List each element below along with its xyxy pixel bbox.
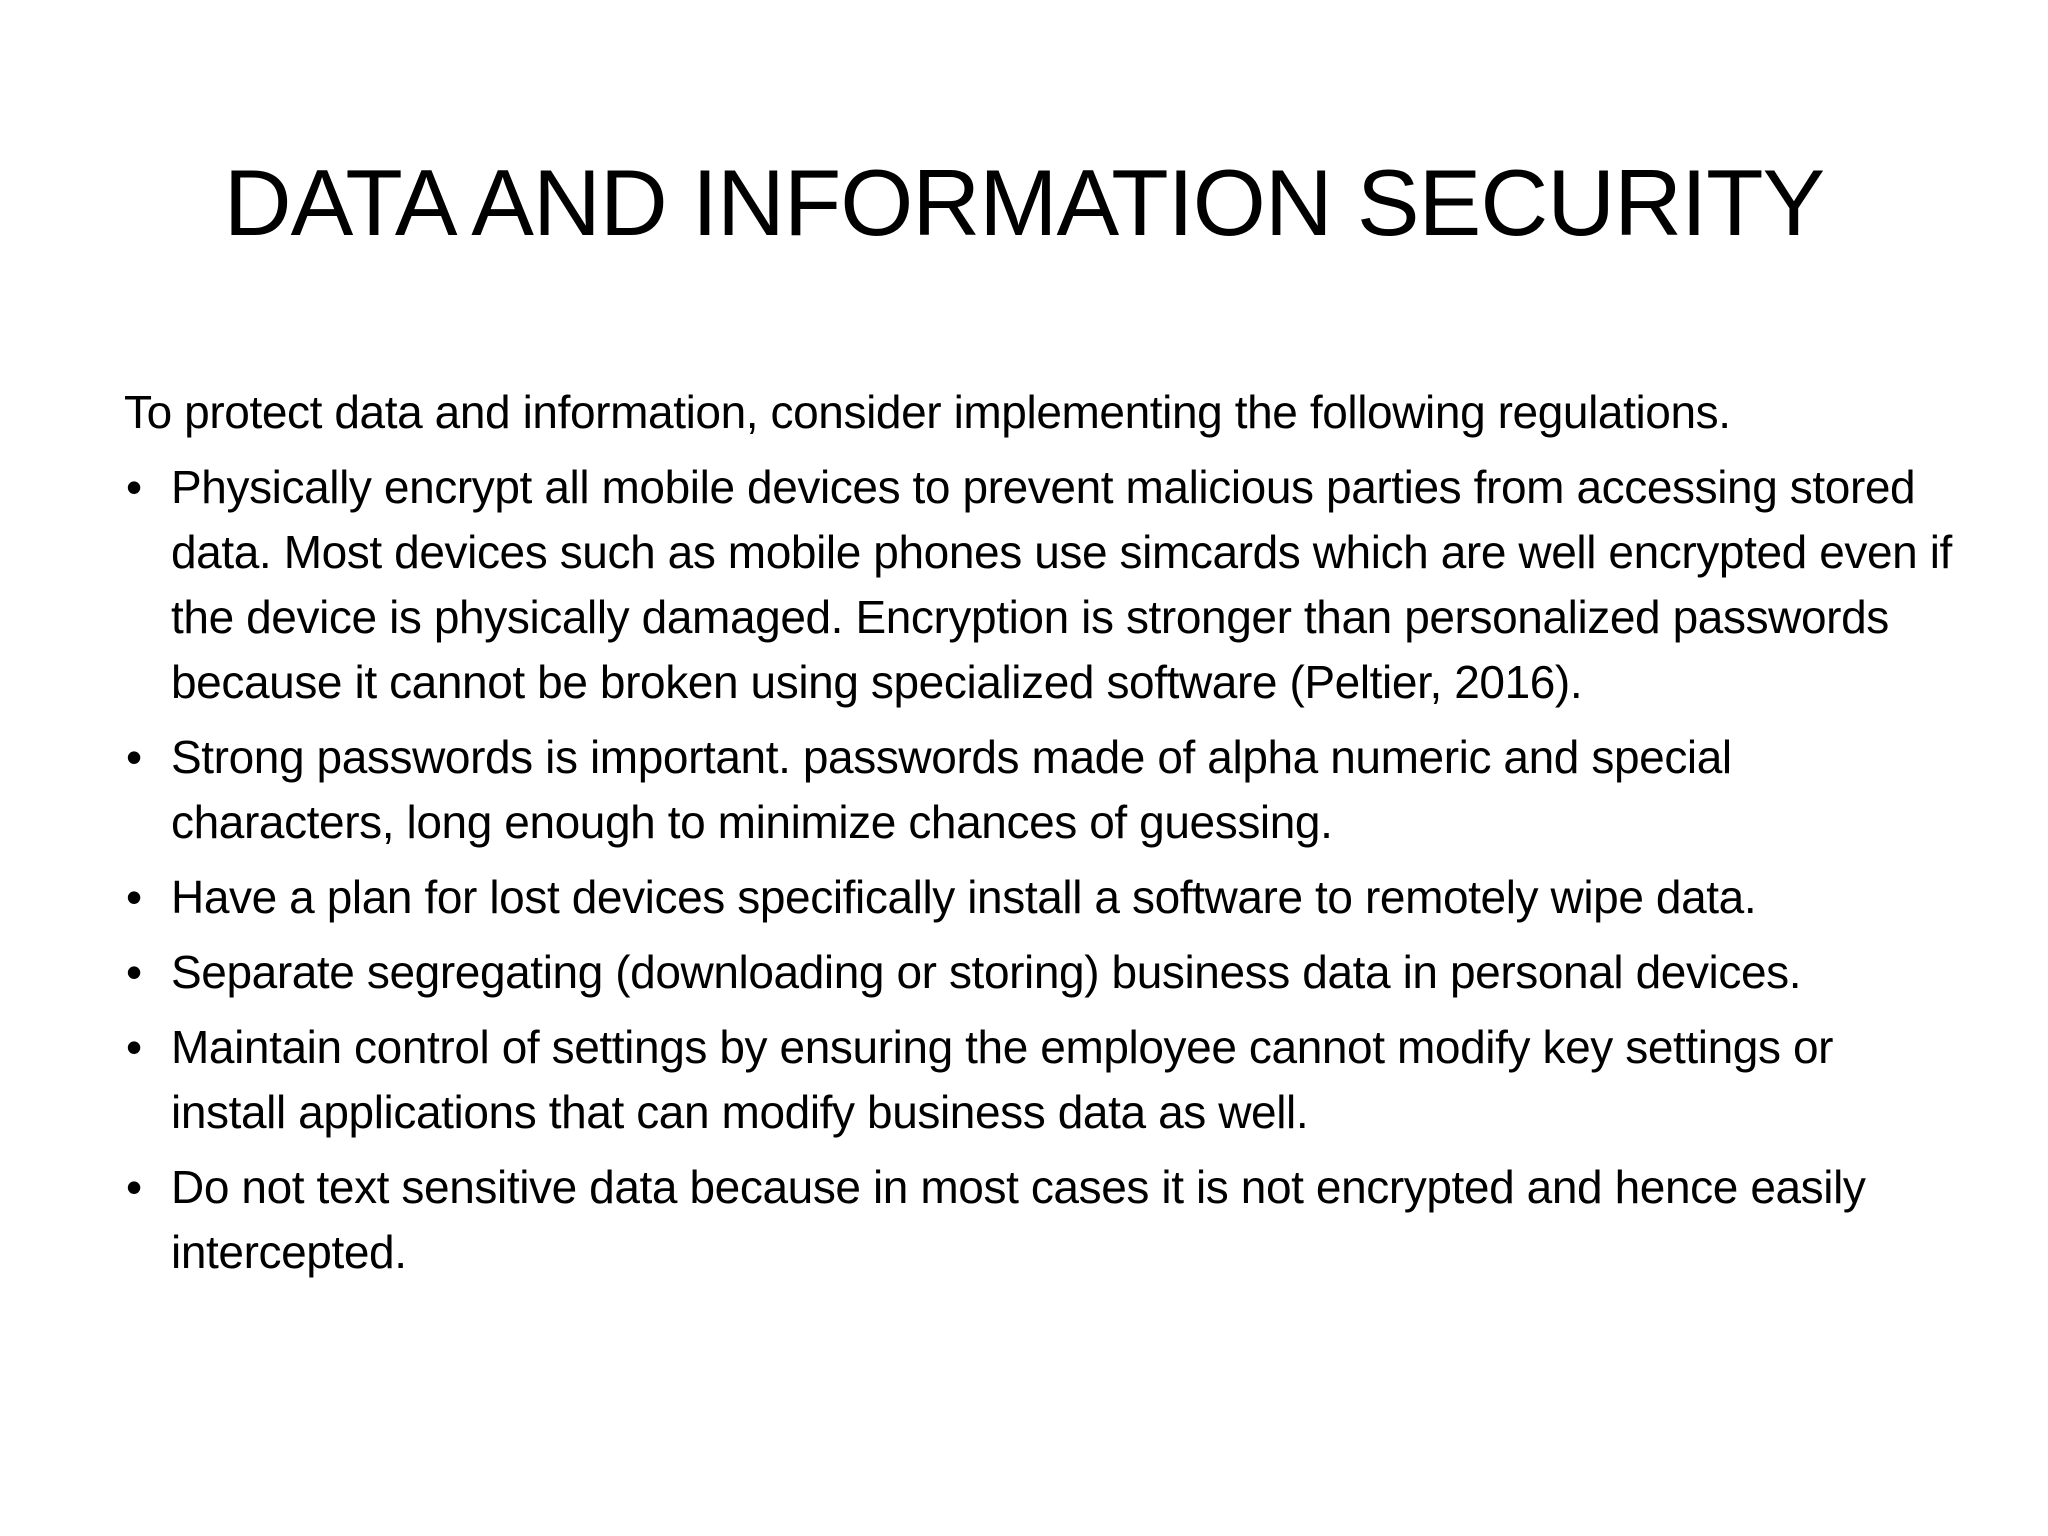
bullet-item bbox=[124, 940, 1954, 1005]
bullet-icon: • bbox=[126, 461, 142, 513]
bullet-icon: • bbox=[126, 871, 142, 923]
bullet-item bbox=[124, 1015, 1954, 1145]
bullet-item bbox=[124, 725, 1954, 855]
bullet-text: Maintain control of settings by ensuring the employee cannot modify key settings or install applications that can modify business data as well. bbox=[171, 1021, 1834, 1138]
bullet-item bbox=[124, 865, 1954, 930]
bullet-text: Do not text sensitive data because in most cases it is not encrypted and hence easily intercepted. bbox=[171, 1161, 1866, 1278]
bullet-text: Strong passwords is important. passwords made of alpha numeric and special characters, long enough to minimize chances of guessing. bbox=[171, 731, 1732, 848]
slide-body bbox=[124, 380, 1954, 1295]
bullet-item bbox=[124, 455, 1954, 715]
bullet-icon: • bbox=[126, 1021, 142, 1073]
bullet-text: Physically encrypt all mobile devices to prevent malicious parties from accessing stored data. Most devices such as mobile phones use simcards which are well encrypted even if the device is physically damaged. Encryption is stronger than personalized passwords because it cannot be broken using specialized software (Peltier, 2016). bbox=[171, 461, 1952, 708]
bullet-icon: • bbox=[126, 731, 142, 783]
bullet-icon: • bbox=[126, 1161, 142, 1213]
intro-paragraph: To protect data and information, consider implementing the following regulations. bbox=[124, 386, 1731, 438]
bullet-text: Separate segregating (downloading or storing) business data in personal devices. bbox=[171, 946, 1802, 998]
slide-title: DATA AND INFORMATION SECURITY bbox=[223, 150, 1825, 255]
bullet-item bbox=[124, 1155, 1954, 1285]
bullet-icon: • bbox=[126, 946, 142, 998]
bullet-list bbox=[124, 455, 1954, 1285]
bullet-text: Have a plan for lost devices specifically install a software to remotely wipe data. bbox=[171, 871, 1757, 923]
